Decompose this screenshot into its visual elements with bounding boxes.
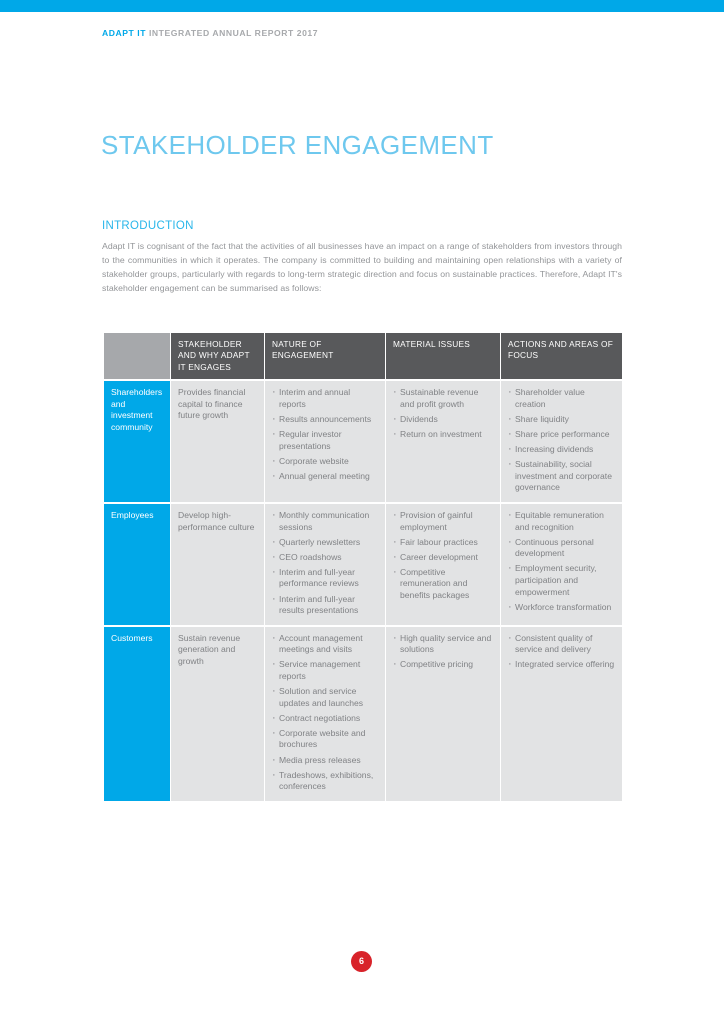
running-head-text: INTEGRATED ANNUAL REPORT 2017 bbox=[148, 28, 319, 38]
list-item: · Interim and full-year results presentations bbox=[272, 594, 379, 617]
row-actions-areas-of-focus bbox=[501, 381, 622, 502]
list-item: · Annual general meeting bbox=[272, 471, 379, 483]
row-material-issues bbox=[386, 504, 500, 625]
table-row bbox=[104, 381, 622, 502]
list-item: · Equitable remuneration and recognition bbox=[508, 510, 616, 533]
row-nature-of-engagement bbox=[265, 627, 385, 801]
row-category: Employees bbox=[104, 504, 170, 625]
list-item: · Dividends bbox=[393, 414, 494, 426]
list-item: · Career development bbox=[393, 552, 494, 564]
list-item: · Interim and annual reports bbox=[272, 387, 379, 410]
list-item: · Account management meetings and visits bbox=[272, 633, 379, 656]
list-item: · Continuous personal development bbox=[508, 537, 616, 560]
list-item: · Provision of gainful employment bbox=[393, 510, 494, 533]
issues-list bbox=[393, 633, 494, 671]
list-item: · Corporate website and brochures bbox=[272, 728, 379, 751]
row-material-issues bbox=[386, 381, 500, 502]
table-row bbox=[104, 627, 622, 801]
issues-list bbox=[393, 387, 494, 440]
stakeholder-engagement-table bbox=[103, 331, 623, 803]
page-number-badge: 6 bbox=[351, 951, 372, 972]
row-category: Shareholders and investment community bbox=[104, 381, 170, 502]
list-item: · Workforce transformation bbox=[508, 602, 616, 614]
row-material-issues bbox=[386, 627, 500, 801]
list-item: · Fair labour practices bbox=[393, 537, 494, 549]
issues-list bbox=[393, 510, 494, 602]
list-item: · CEO roadshows bbox=[272, 552, 379, 564]
list-item: · Sustainable revenue and profit growth bbox=[393, 387, 494, 410]
introduction-body-text: Adapt IT is cognisant of the fact that the activities of all businesses have an impact on a range of stakeholders from investors through to the communities in which it operates. The company is committed to building and maintaining open relationships with a variety of stakeholder groups, particularly with regards to long-term strategic direction and focus on sustainable practices. Therefore, Adapt IT's stakeholder engagement can be summarised as follows: bbox=[102, 241, 622, 294]
actions-list bbox=[508, 387, 616, 494]
table-header-stakeholder: STAKEHOLDER AND WHY ADAPT IT ENGAGES bbox=[171, 333, 264, 379]
row-actions-areas-of-focus bbox=[501, 504, 622, 625]
nature-list bbox=[272, 510, 379, 617]
row-actions-areas-of-focus bbox=[501, 627, 622, 801]
list-item: · Contract negotiations bbox=[272, 713, 379, 725]
list-item: · High quality service and solutions bbox=[393, 633, 494, 656]
list-item: · Sustainability, social investment and corporate governance bbox=[508, 459, 616, 494]
nature-list bbox=[272, 633, 379, 793]
actions-list bbox=[508, 633, 616, 671]
list-item: · Employment security, participation and empowerment bbox=[508, 563, 616, 598]
list-item: · Media press releases bbox=[272, 755, 379, 767]
list-item: · Integrated service offering bbox=[508, 659, 616, 671]
list-item: · Interim and full-year performance reviews bbox=[272, 567, 379, 590]
table-header-blank bbox=[104, 333, 170, 379]
list-item: · Solution and service updates and launches bbox=[272, 686, 379, 709]
list-item: · Consistent quality of service and delivery bbox=[508, 633, 616, 656]
table-row bbox=[104, 504, 622, 625]
table-header-row bbox=[104, 333, 622, 379]
row-why-engages: Sustain revenue generation and growth bbox=[171, 627, 264, 801]
row-category: Customers bbox=[104, 627, 170, 801]
list-item: · Regular investor presentations bbox=[272, 429, 379, 452]
list-item: · Service management reports bbox=[272, 659, 379, 682]
brand-name: ADAPT IT bbox=[102, 28, 147, 38]
section-heading-introduction: INTRODUCTION bbox=[102, 220, 194, 232]
list-item: · Corporate website bbox=[272, 456, 379, 468]
list-item: · Competitive remuneration and benefits packages bbox=[393, 567, 494, 602]
actions-list bbox=[508, 510, 616, 613]
table-header-issues: MATERIAL ISSUES bbox=[386, 333, 500, 379]
list-item: · Results announcements bbox=[272, 414, 379, 426]
list-item: · Return on investment bbox=[393, 429, 494, 441]
row-nature-of-engagement bbox=[265, 504, 385, 625]
top-accent-bar bbox=[0, 0, 724, 12]
list-item: · Monthly communication sessions bbox=[272, 510, 379, 533]
list-item: · Competitive pricing bbox=[393, 659, 494, 671]
running-head bbox=[102, 28, 318, 38]
list-item: · Tradeshows, exhibitions, conferences bbox=[272, 770, 379, 793]
list-item: · Shareholder value creation bbox=[508, 387, 616, 410]
table-header-actions: ACTIONS AND AREAS OF FOCUS bbox=[501, 333, 622, 379]
row-why-engages: Provides financial capital to finance future growth bbox=[171, 381, 264, 502]
list-item: · Quarterly newsletters bbox=[272, 537, 379, 549]
list-item: · Share price performance bbox=[508, 429, 616, 441]
row-nature-of-engagement bbox=[265, 381, 385, 502]
list-item: · Share liquidity bbox=[508, 414, 616, 426]
list-item: · Increasing dividends bbox=[508, 444, 616, 456]
row-why-engages: Develop high-performance culture bbox=[171, 504, 264, 625]
page-title: STAKEHOLDER ENGAGEMENT bbox=[101, 130, 494, 160]
nature-list bbox=[272, 387, 379, 482]
table-header-nature: NATURE OF ENGAGEMENT bbox=[265, 333, 385, 379]
